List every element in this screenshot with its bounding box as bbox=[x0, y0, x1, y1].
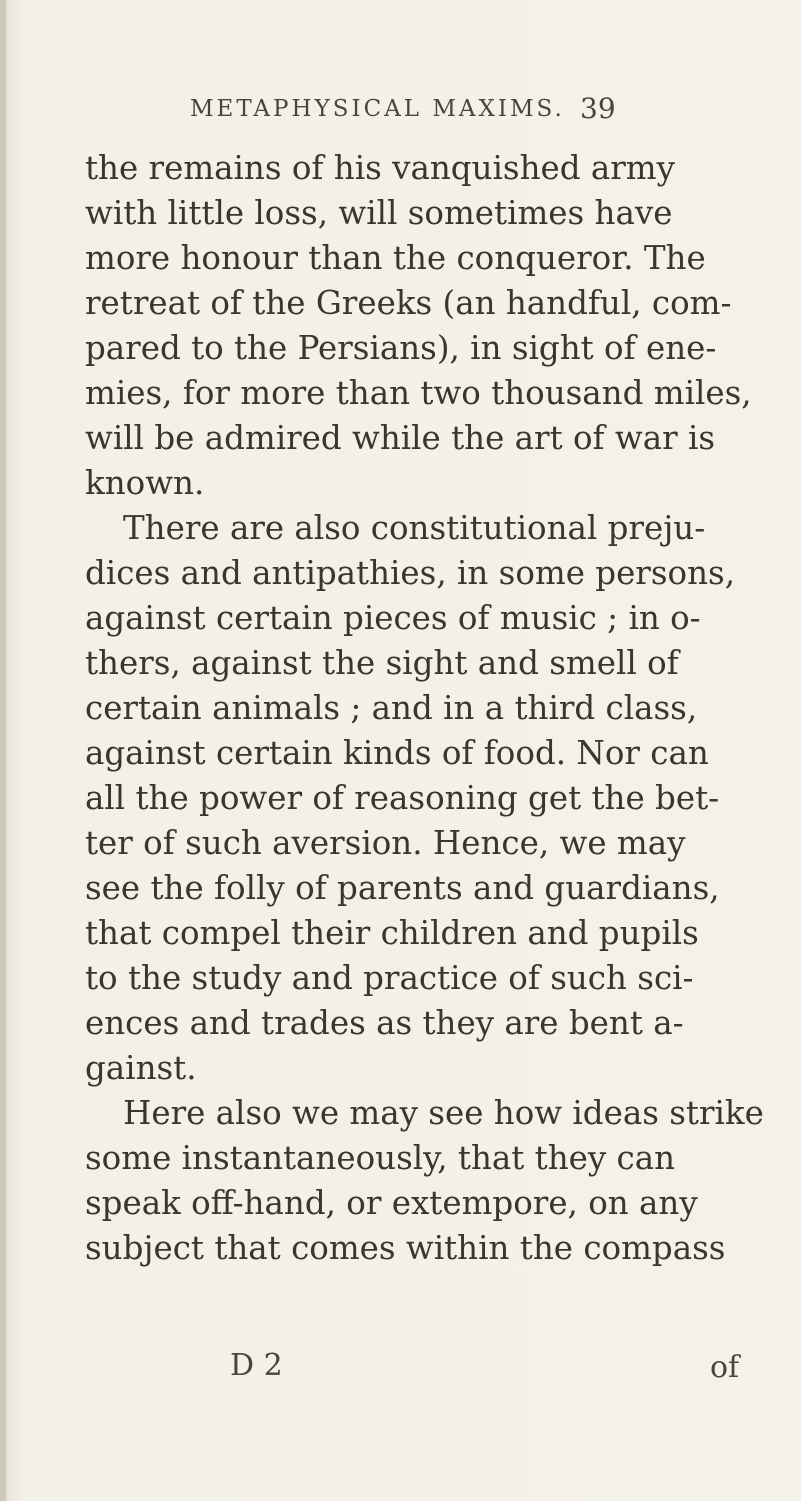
text-line: known. bbox=[85, 464, 205, 502]
text-line: some instantaneously, that they can bbox=[85, 1139, 676, 1177]
page-footer bbox=[0, 1348, 801, 1398]
text-line: all the power of reasoning get the bet- bbox=[85, 779, 720, 817]
text-line: dices and antipathies, in some persons, bbox=[85, 554, 736, 592]
signature-mark: D 2 bbox=[230, 1348, 283, 1383]
text-line: ter of such aversion. Hence, we may bbox=[85, 824, 686, 862]
text-line: retreat of the Greeks (an handful, com- bbox=[85, 284, 732, 322]
text-line: against certain pieces of music ; in o- bbox=[85, 599, 701, 637]
text-line: certain animals ; and in a third class, bbox=[85, 689, 698, 727]
paragraph-start-line: Here also we may see how ideas strike bbox=[123, 1094, 764, 1132]
text-line: that compel their children and pupils bbox=[85, 914, 699, 952]
body-text bbox=[85, 146, 775, 1271]
text-line: against certain kinds of food. Nor can bbox=[85, 734, 709, 772]
text-line: more honour than the conqueror. The bbox=[85, 239, 706, 277]
text-line: will be admired while the art of war is bbox=[85, 419, 716, 457]
text-line: pared to the Persians), in sight of ene- bbox=[85, 329, 717, 367]
text-line: thers, against the sight and smell of bbox=[85, 644, 679, 682]
page-header bbox=[190, 92, 690, 136]
text-line: subject that comes within the compass bbox=[85, 1229, 726, 1267]
page-number: 39 bbox=[580, 92, 616, 125]
text-line: ences and trades as they are bent a- bbox=[85, 1004, 684, 1042]
catchword: of bbox=[710, 1350, 740, 1385]
text-line: mies, for more than two thousand miles, bbox=[85, 374, 752, 412]
text-line: speak off-hand, or extempore, on any bbox=[85, 1184, 698, 1222]
running-head: METAPHYSICAL MAXIMS. bbox=[190, 96, 565, 122]
text-line: the remains of his vanquished army bbox=[85, 149, 675, 187]
text-line: to the study and practice of such sci- bbox=[85, 959, 694, 997]
binding-edge bbox=[0, 0, 6, 1501]
paragraph-start-line: There are also constitutional preju- bbox=[123, 509, 706, 547]
text-line: see the folly of parents and guardians, bbox=[85, 869, 720, 907]
text-line: gainst. bbox=[85, 1049, 197, 1087]
text-line: with little loss, will sometimes have bbox=[85, 194, 673, 232]
